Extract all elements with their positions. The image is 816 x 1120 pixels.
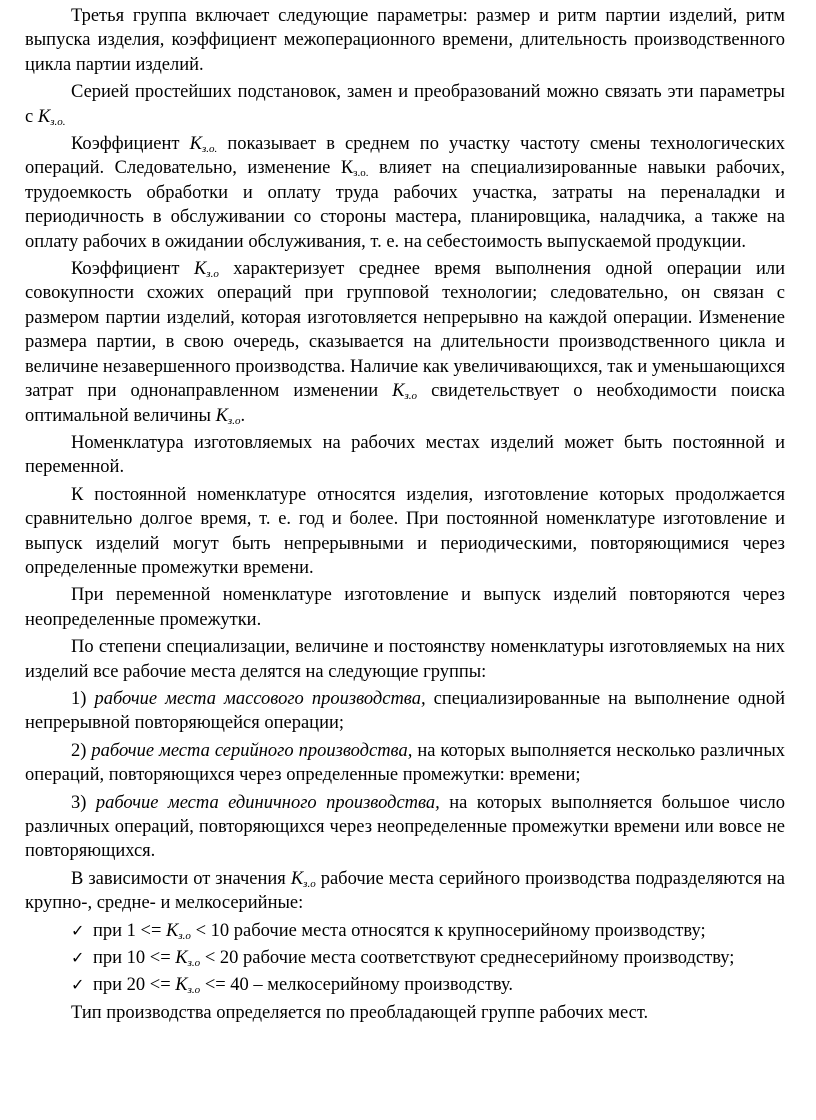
k-coefficient: $K_{з.о}$ [215,405,241,427]
k-subscript: з.о. [353,167,369,180]
paragraph-coefficient-frequency: Коэффициент $K_{з.о.}$ показывает в среднем по участку частоту смены технологических операций. Следовательно, изменение Кз.о. влияет на специализированные навыки рабочих, трудоемкость обработки и оплату труда рабочих участка, затраты на переналадки и периодичность в обслуживании со стороны мастера, планировщика, наладчика, а также на оплату рабочих в ожидании обслуживания, т. е. на себестоимость выпускаемой продукции. [25,134,785,252]
list-item-mass-production: 1) рабочие места массового производства, специализированные на выполнение одной непрерывной повторяющейся операции; [25,688,786,734]
list-item-single-production: 3) рабочие места единичного производства, на которых выполняется большое число различных операций, повторяющихся через неопределенные промежутки времени или вовсе не повторяющихся. [25,792,786,862]
paragraph-substitutions [25,80,785,129]
paragraph-production-type: Тип производства определяется по преобладающей группе рабочих мест. [71,1002,649,1023]
k-coefficient: $K_{з.о.}$ [189,134,218,156]
paragraph-variable-nomenclature: При переменной номенклатуре изготовление и выпуск изделий повторяются через неопределенные промежутки. [25,585,785,630]
k-coefficient: $K_{з.о}$ [175,975,201,997]
checkmark-icon: ✓ [71,975,85,995]
k-coefficient: $K_{з.о}$ [193,259,219,281]
check-item-small-serial: ✓ при $20 <= K_{з.о} <= 40$ – мелкосерийному производству. [71,975,514,997]
k-coefficient: $K_{з.о.}$ [37,106,66,128]
text: Серией простейших подстановок, замен и преобразований можно связать эти параметры с [25,82,785,127]
paragraph-third-group: Третья группа включает следующие параметры: размер и ритм партии изделий, ритм выпуска изделия, коэффициент межоперационного времени, длительность производственного цикла партии изделий. [25,6,785,75]
check-item-medium-serial: ✓ при $10 <= K_{з.о} < 20$ рабочие места соответствуют среднесерийному производству; [71,948,735,970]
k-coefficient: $K_{з.о}$ [290,868,316,890]
paragraph-coefficient-time: Коэффициент $K_{з.о}$ характеризует среднее время выполнения одной операции или совокупности схожих операций при групповой технологии; следовательно, он связан с размером партии изделий, которая изготовляется непрерывно на каждой операции. Изменение размера партии, в свою очередь, сказывается на длительности производственного цикла и величине незавершенного производства. Наличие как увеличивающихся, так и уменьшающихся затрат при однонаправленном изменении $K_{з.о}$ свидетельствует о необходимости поиска оптимальной величины $K_{з.о}$. [25,259,785,427]
k-coefficient: $K_{з.о}$ [175,948,201,970]
paragraph-specialization: По степени специализации, величине и постоянству номенклатуры изготовляемых на них изделий все рабочие места делятся на следующие группы: [25,637,785,682]
paragraph-serial-subdivision: В зависимости от значения $K_{з.о}$ рабочие места серийного производства подразделяются на крупно-, средне- и мелкосерийные: [25,868,785,914]
checkmark-icon: ✓ [71,920,85,940]
k-coefficient: $K_{з.о}$ [166,920,191,942]
paragraph-nomenclature: Номенклатура изготовляемых на рабочих местах изделий может быть постоянной и переменной. [25,432,785,478]
checkmark-icon: ✓ [71,948,85,968]
paragraph-constant-nomenclature: К постоянной номенклатуре относятся изделия, изготовление которых продолжается сравнительно долгое время, т. е. год и более. При постоянной номенклатуре изготовление и выпуск изделий могут быть непрерывными и периодическими, повторяющимися через определенные промежутки времени. [25,484,785,578]
document-page [25,4,785,1028]
list-item-serial-production: 2) рабочие места серийного производства, на которых выполняется несколько различных операций, повторяющихся через определенные промежутки: времени; [25,740,785,786]
check-item-large-serial: ✓ при $1 <= K_{з.о} < 10$ рабочие места относятся к крупносерийному производству; [71,920,706,942]
k-coefficient: $K_{з.о}$ [392,381,418,403]
